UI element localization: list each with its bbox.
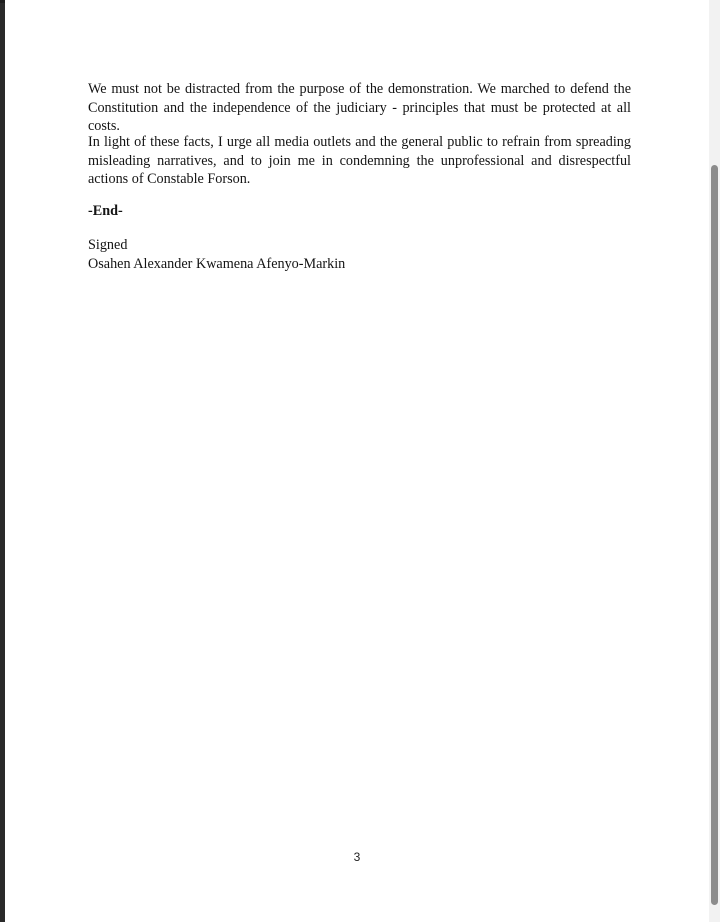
vertical-scrollbar[interactable] — [709, 0, 720, 922]
signed-label: Signed — [88, 237, 128, 253]
document-page — [5, 0, 709, 922]
paragraph-purpose: We must not be distracted from the purpose of the demonstration. We marched to defend the Constitution and the independence of the judiciary - principles that must be protected at all costs. — [88, 81, 631, 134]
signatory-name: Osahen Alexander Kwamena Afenyo-Markin — [88, 256, 346, 272]
scrollbar-thumb[interactable] — [711, 165, 718, 905]
paragraph-appeal: In light of these facts, I urge all media outlets and the general public to refrain from spreading misleading narratives, and to join me in condemning the unprofessional and disrespectful actions of Constable Forson. — [88, 134, 631, 187]
end-mark: -End- — [88, 203, 123, 219]
page-number: 3 — [353, 850, 361, 864]
